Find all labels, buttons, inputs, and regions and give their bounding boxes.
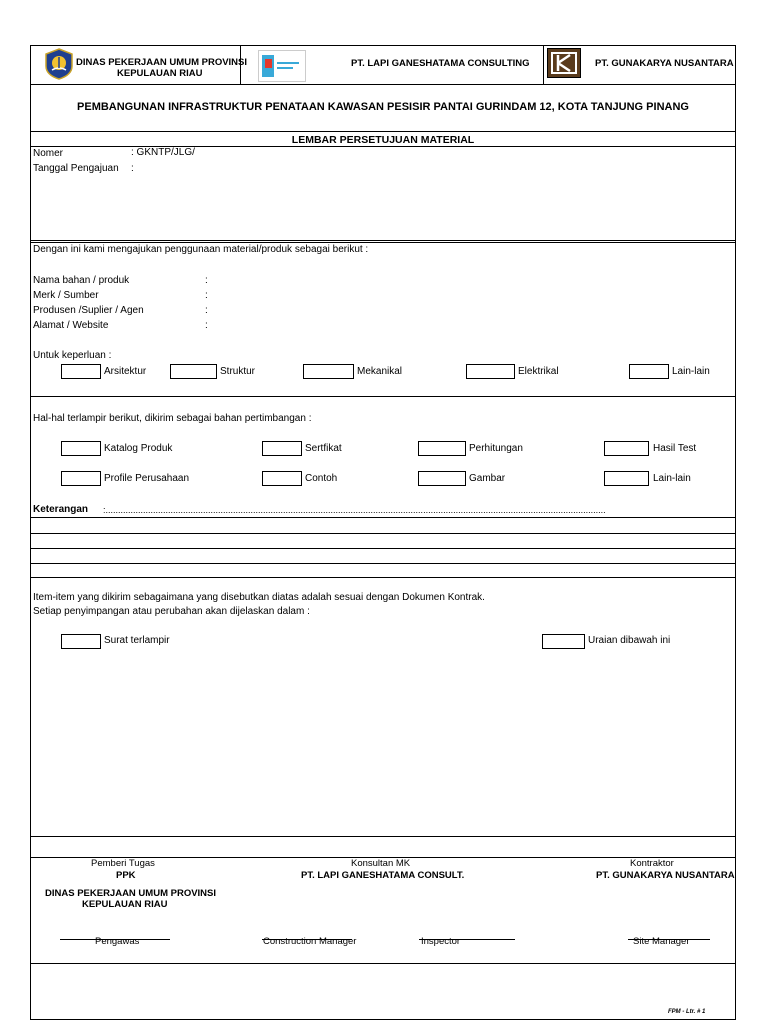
material-field-label: Alamat / Website: [33, 320, 109, 331]
option-label-perhitungan: Perhitungan: [469, 443, 523, 454]
section-divider-5: [30, 963, 736, 964]
checkbox-arsitektur[interactable]: [61, 364, 101, 379]
keperluan-label: Untuk keperluan :: [33, 350, 112, 361]
checkbox-struktur[interactable]: [170, 364, 217, 379]
checkbox-katalog-produk[interactable]: [61, 441, 101, 456]
keterangan-line-2: [30, 533, 736, 534]
sig-role-construction-manager: Construction Manager: [263, 936, 357, 947]
nomor-value[interactable]: : GKNTP/JLG/: [131, 147, 195, 158]
sig-konsultan-mk: Konsultan MK: [351, 858, 411, 869]
option-label-sertifikat: Sertfikat: [305, 443, 342, 454]
sig-consultant: PT. LAPI GANESHATAMA CONSULT.: [301, 870, 465, 881]
option-label-hasil-test: Hasil Test: [653, 443, 697, 454]
checkbox-lain-lain-keperluan[interactable]: [629, 364, 669, 379]
material-field-label: Nama bahan / produk: [33, 275, 130, 286]
checkbox-sertifikat[interactable]: [262, 441, 302, 456]
form-title: LEMBAR PERSETUJUAN MATERIAL: [291, 134, 475, 146]
keterangan-line-1: [30, 517, 736, 518]
checkbox-contoh[interactable]: [262, 471, 302, 486]
sig-role-site-manager: Site Manager: [633, 936, 690, 947]
tanggal-label: Tanggal Pengajuan: [33, 163, 119, 174]
option-label-lain-lain-keperluan: Lain-lain: [672, 366, 710, 377]
checkbox-uraian-dibawah[interactable]: [542, 634, 585, 649]
header-agency-line1: DINAS PEKERJAAN UMUM PROVINSI: [76, 57, 248, 68]
keterangan-line-3: [30, 548, 736, 549]
sig-agency-line2: KEPULAUAN RIAU: [82, 899, 168, 910]
option-label-struktur: Struktur: [220, 366, 256, 377]
option-label-arsitektur: Arsitektur: [104, 366, 147, 377]
option-label-gambar: Gambar: [469, 473, 506, 484]
option-label-lain-lain-lampiran: Lain-lain: [653, 473, 691, 484]
project-title: PEMBANGUNAN INFRASTRUKTUR PENATAAN KAWASAN PESISIR PANTAI GURINDAM 12, KOTA TANJUNG PINANG: [77, 101, 689, 113]
header-bottom-line: [30, 84, 736, 85]
header-consultant-name: PT. LAPI GANESHATAMA CONSULTING: [351, 58, 530, 69]
checkbox-hasil-test[interactable]: [604, 441, 649, 456]
option-label-uraian-dibawah: Uraian dibawah ini: [588, 635, 671, 646]
option-label-surat-terlampir: Surat terlampir: [104, 635, 170, 646]
sig-kontraktor: Kontraktor: [630, 858, 674, 869]
checkbox-gambar[interactable]: [418, 471, 466, 486]
sig-ppk: PPK: [116, 870, 136, 881]
province-seal-icon: [44, 48, 74, 80]
statement-line1: Item-item yang dikirim sebagaimana yang disebutkan diatas adalah sesuai dengan Dokumen Kontrak.: [33, 592, 485, 603]
checkbox-mekanikal[interactable]: [303, 364, 354, 379]
material-field-colon: :: [205, 290, 208, 301]
material-intro: Dengan ini kami mengajukan penggunaan material/produk sebagai berikut :: [33, 244, 369, 255]
keterangan-line-5: [30, 577, 736, 578]
sig-contractor: PT. GUNAKARYA NUSANTARA: [596, 870, 735, 881]
section-divider-2: [30, 396, 736, 397]
keterangan-dots[interactable]: :........................................................................................................................................................................................................: [103, 505, 606, 515]
statement-line2: Setiap penyimpangan atau perubahan akan dijelaskan dalam :: [33, 606, 310, 617]
material-field-label: Produsen /Suplier / Agen: [33, 305, 144, 316]
checkbox-surat-terlampir[interactable]: [61, 634, 101, 649]
option-label-mekanikal: Mekanikal: [357, 366, 403, 377]
checkbox-elektrikal[interactable]: [466, 364, 515, 379]
option-label-elektrikal: Elektrikal: [518, 366, 559, 377]
footer-code: FPM - Ltr. # 1: [668, 1009, 706, 1015]
section-divider-1b: [30, 242, 736, 243]
consultant-logo-icon: [258, 50, 306, 82]
contractor-logo-icon: [547, 48, 581, 78]
keterangan-line-4: [30, 563, 736, 564]
checkbox-lain-lain-lampiran[interactable]: [604, 471, 649, 486]
section-divider-1a: [30, 240, 736, 241]
sig-pemberi-tugas: Pemberi Tugas: [91, 858, 155, 869]
lampiran-intro: Hal-hal terlampir berikut, dikirim sebagai bahan pertimbangan :: [33, 413, 312, 424]
tanggal-value[interactable]: :: [131, 163, 134, 174]
sig-role-pengawas: Pengawas: [95, 936, 140, 947]
header-contractor-name: PT. GUNAKARYA NUSANTARA: [595, 58, 734, 69]
header-divider-2: [543, 45, 544, 84]
option-label-profile-perusahaan: Profile Perusahaan: [104, 473, 190, 484]
option-label-contoh: Contoh: [305, 473, 338, 484]
section-divider-3: [30, 836, 736, 837]
header-agency-line2: KEPULAUAN RIAU: [117, 68, 203, 79]
material-field-colon: :: [205, 305, 208, 316]
checkbox-perhitungan[interactable]: [418, 441, 466, 456]
keterangan-label: Keterangan: [33, 504, 89, 515]
material-field-colon: :: [205, 320, 208, 331]
material-field-colon: :: [205, 275, 208, 286]
material-field-label: Merk / Sumber: [33, 290, 99, 301]
option-label-katalog-produk: Katalog Produk: [104, 443, 173, 454]
title-bottom-line: [30, 131, 736, 132]
sig-agency-line1: DINAS PEKERJAAN UMUM PROVINSI: [45, 888, 217, 899]
nomor-label: Nomer: [33, 148, 64, 159]
checkbox-profile-perusahaan[interactable]: [61, 471, 101, 486]
sig-role-inspector: Inspector: [421, 936, 461, 947]
